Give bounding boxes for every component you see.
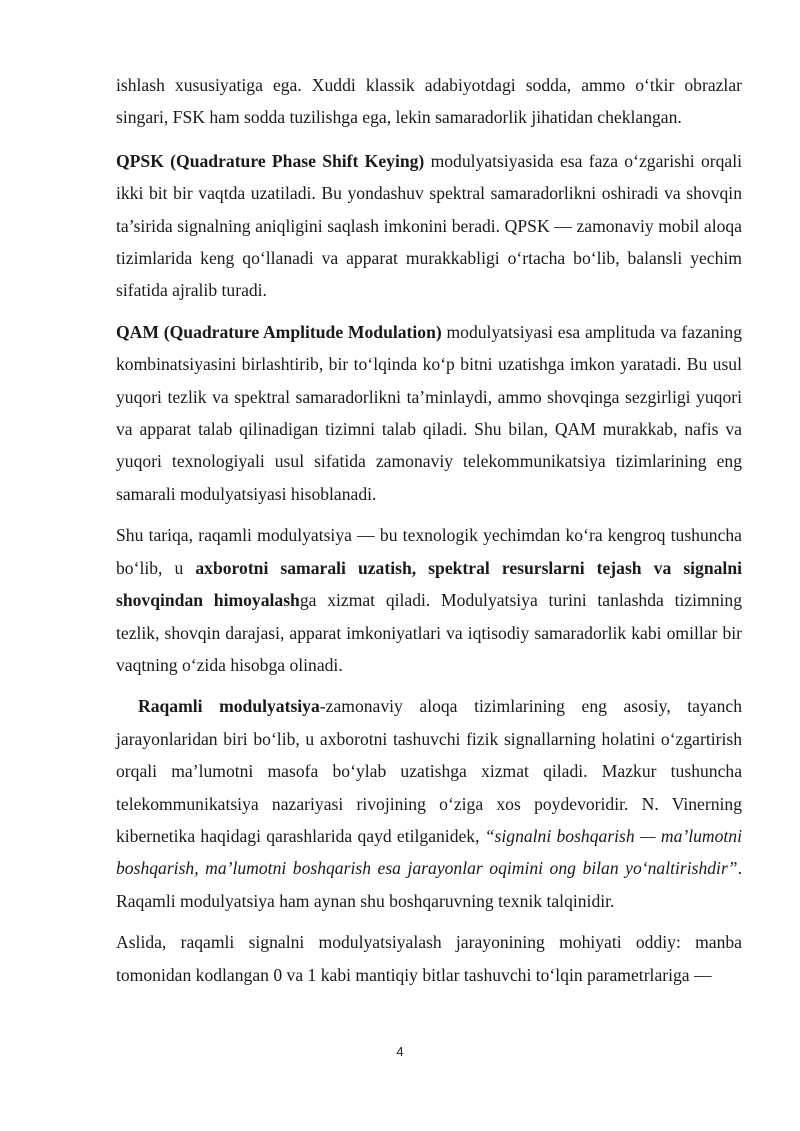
emphasis-text: axborotni samarali uzatish, spektral resurslarni tejash va signalni shovqindan himoyalash — [116, 557, 742, 611]
paragraph-qam — [116, 316, 742, 510]
paragraph-essence — [116, 926, 742, 991]
paragraph-text: Aslida, raqamli signalni modulyatsiyalash jarayonining mohiyati oddiy: manba tomonidan kodlangan 0 va 1 kabi mantiqiy bitlar tashuvchi to‘lqin parametrlariga — — [116, 932, 742, 985]
term-qpsk: QPSK (Quadrature Phase Shift Keying) — [116, 150, 425, 171]
page-number: 4 — [396, 1044, 404, 1059]
paragraph-text: . Raqamli modulyatsiya ham aynan shu boshqaruvning texnik talqinidir. — [116, 858, 742, 911]
paragraph-text: Shu tariqa, raqamli modulyatsiya — bu texnologik yechimdan ko‘ra kengroq tushuncha bo‘lib, u — [116, 525, 742, 578]
paragraph-text: ishlash xususiyatiga ega. Xuddi klassik adabiyotdagi sodda, ammo o‘tkir obrazlar singari, FSK ham sodda tuzilishga ega, lekin samaradorlik jihatidan cheklangan. — [116, 75, 742, 128]
paragraph-text: ga xizmat qiladi. Modulyatsiya turini tanlashda tizimning tezlik, shovqin darajasi, apparat imkoniyatlari va iqtisodiy samaradorlik kabi omillar bir vaqtning o‘zida hisobga olinadi. — [116, 590, 743, 675]
term-qam: QAM (Quadrature Amplitude Modulation) — [116, 321, 442, 342]
paragraph-text: modulyatsiyasida esa faza o‘zgarishi orqali ikki bit bir vaqtda uzatiladi. Bu yondashuv spektral samaradorlikni oshiradi va shovqin ta’sirida signalning aniqligini saqlash imkonini beradi. QPSK — zamonaviy mobil aloqa tizimlarida keng qo‘llanadi va apparat murakkabligi o‘rtacha bo‘lib, balansli yechim sifatida ajralib turadi. — [116, 150, 742, 301]
wiener-quote: “signalni boshqarish — ma’lumotni boshqarish, ma’lumotni boshqarish esa jarayonlar oqimini ong bilan yo‘naltirishdir” — [116, 825, 742, 879]
paragraph-qpsk — [116, 145, 742, 307]
body-text — [116, 69, 742, 1000]
term-digital-modulation: Raqamli modulyatsiya — [138, 696, 320, 717]
paragraph-fsk-conclusion — [116, 69, 742, 134]
paragraph-text: -zamonaviy aloqa tizimlarining eng asosiy, tayanch jarayonlaridan biri bo‘lib, u axborotni tashuvchi fizik signallarning holatini o‘zgartirish orqali ma’lumotni masofa bo‘ylab uzatishga xizmat qiladi. Mazkur tushuncha telekommunikatsiya nazariyasi rivojining o‘ziga xos poydevoridir. N. Vinerning kibernetika haqidagi qarashlarida qayd etilganidek, — [116, 696, 742, 846]
paragraph-digital-modulation — [116, 690, 742, 917]
paragraph-summary — [116, 519, 742, 681]
paragraph-text: modulyatsiyasi esa amplituda va fazaning kombinatsiyasini birlashtirib, bir to‘lqinda ko‘p bitni uzatishga imkon yaratadi. Bu usul yuqori tezlik va spektral samaradorlikni ta’minlaydi, ammo shovqinga sezgirligi yuqori va apparat talab qilinadigan tizimni talab qiladi. Shu bilan, QAM murakkab, nafis va yuqori texnologiyali usul sifatida zamonaviy telekommunikatsiya tizimlarining eng samarali modulyatsiyasi hisoblanadi. — [116, 321, 742, 504]
